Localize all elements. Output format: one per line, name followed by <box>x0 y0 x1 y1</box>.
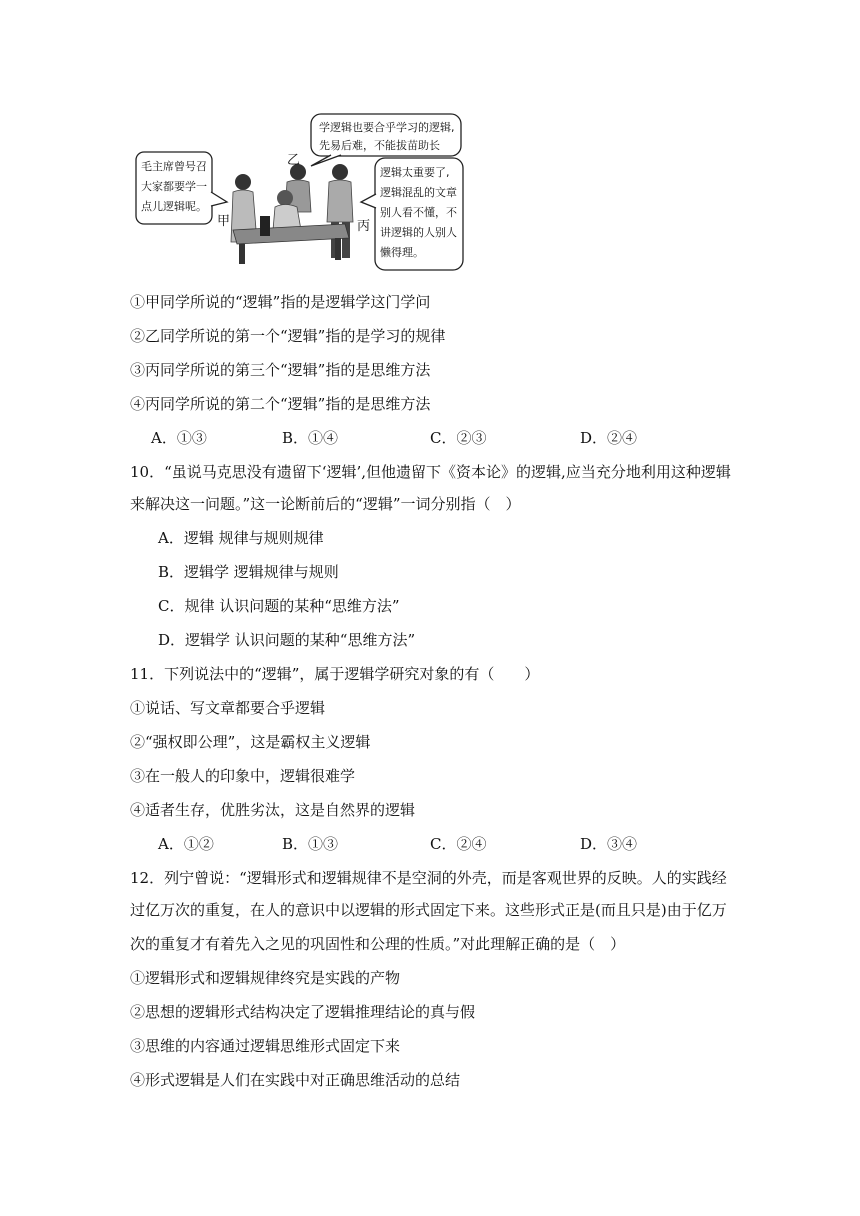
q12-item-1: ①逻辑形式和逻辑规律终究是实践的产物 <box>130 969 401 987</box>
q11-option-b[interactable]: B．①③ <box>282 835 339 853</box>
q11-option-a[interactable]: A．①② <box>158 835 214 853</box>
q12-item-2: ②思想的逻辑形式结构决定了逻辑推理结论的真与假 <box>130 1003 476 1021</box>
svg-text:甲 <box>217 214 230 229</box>
q12-item-4: ④形式逻辑是人们在实践中对正确思维活动的总结 <box>130 1071 461 1089</box>
label-yi: 乙 <box>287 153 301 168</box>
q11-option-c[interactable]: C．②④ <box>430 835 487 853</box>
svg-text:乙 <box>287 153 300 168</box>
svg-text:丙 <box>357 219 370 234</box>
svg-text:大家都要学一 <box>141 179 207 193</box>
bubble-bing-line: 懒得理。 <box>380 246 424 259</box>
q9-option-c[interactable]: C．②③ <box>430 429 487 447</box>
q12-stem-line3: 次的重复才有着先入之见的巩固性和公理的性质。”对此理解正确的是（ ） <box>130 935 626 953</box>
svg-text:点儿逻辑呢。 <box>141 199 207 213</box>
q10-option-b[interactable]: B．逻辑学 逻辑规律与规则 <box>158 563 339 581</box>
q11-item-2: ②“强权即公理”，这是霸权主义逻辑 <box>130 733 371 751</box>
q9-option-d[interactable]: D．②④ <box>580 429 638 447</box>
q9-item-1: ①甲同学所说的“逻辑”指的是逻辑学这门学问 <box>130 293 431 311</box>
q10-option-d[interactable]: D．逻辑学 认识问题的某种“思维方法” <box>158 631 416 649</box>
cartoon-illustration <box>135 112 465 272</box>
q9-item-4: ④丙同学所说的第二个“逻辑”指的是思维方法 <box>130 395 431 413</box>
q9-item-3: ③丙同学所说的第三个“逻辑”指的是思维方法 <box>130 361 431 379</box>
q11-stem: 11．下列说法中的“逻辑”，属于逻辑学研究对象的有（ ） <box>130 665 540 683</box>
q10-option-c[interactable]: C．规律 认识问题的某种“思维方法” <box>158 597 400 615</box>
q11-item-1: ①说话、写文章都要合乎逻辑 <box>130 699 326 717</box>
q12-item-3: ③思维的内容通过逻辑思维形式固定下来 <box>130 1037 401 1055</box>
q12-stem-line2: 过亿万次的重复，在人的意识中以逻辑的形式固定下来。这些形式正是(而且只是)由于亿万 <box>130 901 727 919</box>
q11-item-3: ③在一般人的印象中，逻辑很难学 <box>130 767 356 785</box>
label-jia: 甲 <box>217 214 231 229</box>
bubble-yi-line: 学逻辑也要合乎学习的逻辑, <box>319 121 455 134</box>
svg-text:逻辑太重要了, <box>380 165 450 179</box>
q11-item-4: ④适者生存，优胜劣汰，这是自然界的逻辑 <box>130 801 416 819</box>
bubble-jia-line: 大家都要学一 <box>141 180 207 193</box>
bubble-yi-line: 先易后难，不能拔苗助长 <box>319 139 440 152</box>
svg-text:讲逻辑的人别人 <box>380 225 457 239</box>
q10-stem-line1: 10．“虽说马克思没有遗留下‘逻辑’,但他遗留下《资本论》的逻辑,应当充分地利用这种逻辑 <box>130 463 731 481</box>
label-bing: 丙 <box>357 219 371 234</box>
bubble-bing-line: 逻辑太重要了, <box>380 166 450 179</box>
bubble-bing-line: 别人看不懂，不 <box>380 206 457 219</box>
svg-text:别人看不懂，不 <box>380 205 457 219</box>
q12-stem-line1: 12．列宁曾说：“逻辑形式和逻辑规律不是空洞的外壳，而是客观世界的反映。人的实践经 <box>130 869 727 887</box>
q9-option-b[interactable]: B．①④ <box>282 429 339 447</box>
svg-text:先易后难，不能拔苗助长 <box>319 138 440 152</box>
q9-item-2: ②乙同学所说的第一个“逻辑”指的是学习的规律 <box>130 327 446 345</box>
q9-option-a[interactable]: A．①③ <box>151 429 207 447</box>
svg-text:学逻辑也要合乎学习的逻辑, <box>319 120 455 134</box>
bubble-bing-line: 讲逻辑的人别人 <box>380 226 457 239</box>
svg-text:逻辑混乱的文章 <box>380 185 457 199</box>
bubble-bing-line: 逻辑混乱的文章 <box>380 186 457 199</box>
svg-text:毛主席曾号召 <box>141 159 207 173</box>
q10-stem-line2: 来解决这一问题。”这一论断前后的“逻辑”一词分别指（ ） <box>130 495 521 513</box>
bubble-jia-line: 点儿逻辑呢。 <box>141 200 207 213</box>
svg-text:懒得理。 <box>380 245 424 259</box>
bubble-jia-line: 毛主席曾号召 <box>141 160 207 173</box>
q10-option-a[interactable]: A．逻辑 规律与规则规律 <box>158 529 324 547</box>
q11-option-d[interactable]: D．③④ <box>580 835 638 853</box>
